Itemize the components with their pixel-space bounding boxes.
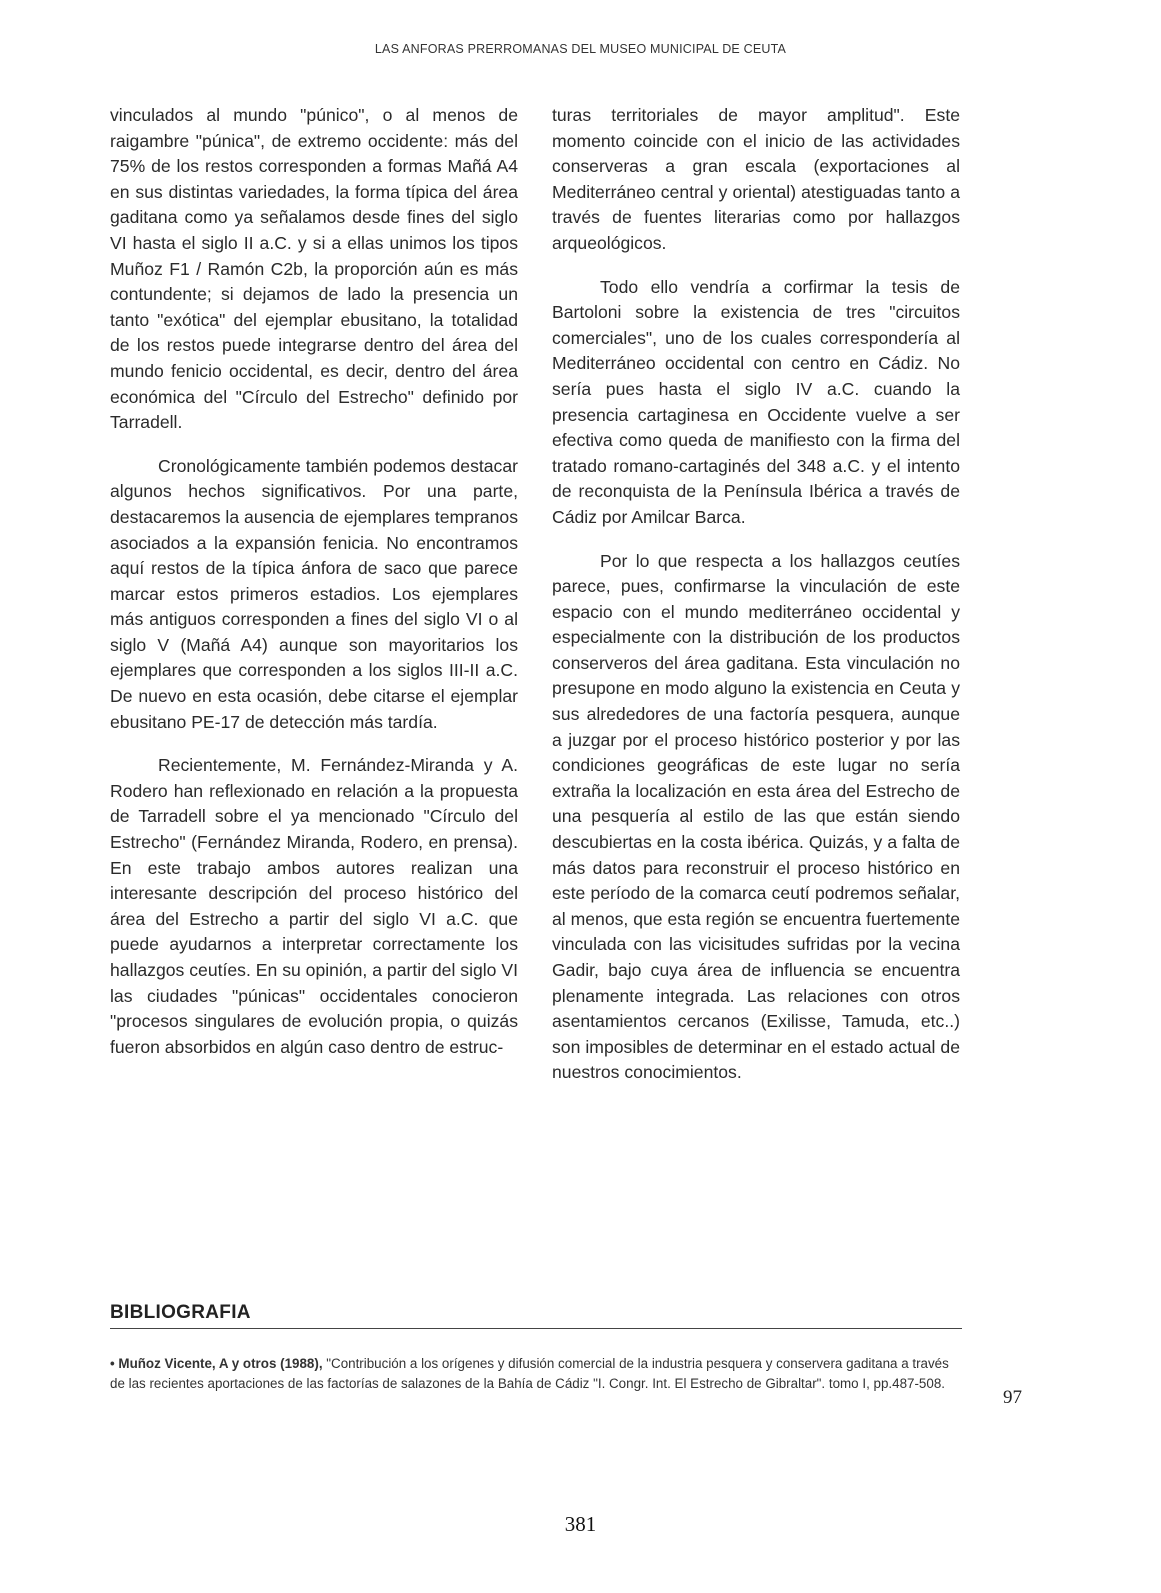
bibliography-heading: BIBLIOGRAFIA (110, 1302, 251, 1323)
bibliography-divider (110, 1328, 962, 1329)
bibliography-entry-author: • Muñoz Vicente, A y otros (1988), (110, 1356, 323, 1371)
running-header: LAS ANFORAS PRERROMANAS DEL MUSEO MUNICIPAL DE CEUTA (374, 42, 787, 56)
left-text-column (110, 103, 518, 1060)
paragraph: turas territoriales de mayor amplitud". Este momento coincide con el inicio de las actividades conserveras a gran escala (exportaciones al Mediterráneo central y oriental) atestiguadas tanto a través de fuentes literarias como por hallazgos arqueológicos. (552, 105, 960, 253)
side-page-number: 97 (1003, 1387, 1022, 1408)
right-text-column (552, 103, 960, 1086)
bibliography-entry-text: "Contribución a los orígenes y difusión comercial de la industria pesquera y conservera gaditana a través de las recientes aportaciones de las factorías de salazones de la Bahía de Cádiz "I. Congr. Int. El Estrecho de Gibraltar". tomo I, pp.487-508. (110, 1356, 949, 1391)
paragraph: Por lo que respecta a los hallazgos ceutíes parece, pues, confirmarse la vinculación de este espacio con el mundo mediterráneo occidental y especialmente con la distribución de los productos conserveros del área gaditana. Esta vinculación no presupone en modo alguno la existencia en Ceuta y sus alrededores de una factoría pesquera, aunque a juzgar por el proceso histórico posterior y por las condiciones geográficas de este lugar no sería extraña la localización en esta área del Estrecho de una pesquería al estilo de las que están siendo descubiertas en la costa ibérica. Quizás, y a falta de más datos para reconstruir el proceso histórico en este período de la comarca ceutí podremos señalar, al menos, que esta región se encuentra fuertemente vinculada con las vicisitudes sufridas por la vecina Gadir, bajo cuya área de influencia se encuentra plenamente integrada. Las relaciones con otros asentamientos cercanos (Exilisse, Tamuda, etc..) son imposibles de determinar en el estado actual de nuestros conocimientos. (552, 550, 960, 1083)
paragraph: Cronológicamente también podemos destacar algunos hechos significativos. Por una parte, destacaremos la ausencia de ejemplares tempranos asociados a la expansión fenicia. No encontramos aquí restos de la típica ánfora de saco que parece marcar estos primeros estadios. Los ejemplares más antiguos corresponden a fines del siglo VI o al siglo V (Mañá A4) aunque son mayoritarios los ejemplares que corresponden a los siglos III-II a.C. De nuevo en esta ocasión, debe citarse el ejemplar ebusitano PE-17 de detección más tardía. (110, 455, 518, 732)
paragraph: vinculados al mundo "púnico", o al menos de raigambre "púnica", de extremo occidente: más del 75% de los restos corresponden a formas Mañá A4 en sus distintas variedades, la forma típica del área gaditana como ya señalamos desde fines del siglo VI hasta el siglo II a.C. y si a ellas unimos los tipos Muñoz F1 / Ramón C2b, la proporción aún es más contundente; si dejamos de lado la presencia un tanto "exótica" del ejemplar ebusitano, la totalidad de los restos puede integrarse dentro del área del mundo fenicio occidental, es decir, dentro del área económica del "Círculo del Estrecho" definido por Tarradell. (110, 105, 518, 433)
page-number: 381 (564, 1512, 597, 1536)
bibliography-entry (110, 1354, 962, 1394)
paragraph: Recientemente, M. Fernández-Miranda y A. Rodero han reflexionado en relación a la propuesta de Tarradell sobre el ya mencionado "Círculo del Estrecho" (Fernández Miranda, Rodero, en prensa). En este trabajo ambos autores realizan una interesante descripción del proceso histórico del área del Estrecho a partir del siglo VI a.C. que puede ayudarnos a interpretar correctamente los hallazgos ceutíes. En su opinión, a partir del siglo VI las ciudades "púnicas" occidentales conocieron "procesos singulares de evolución propia, o quizás fueron absorbidos en algún caso dentro de estruc- (110, 755, 518, 1057)
paragraph: Todo ello vendría a corfirmar la tesis de Bartoloni sobre la existencia de tres "circuitos comerciales", uno de los cuales correspondería al Mediterráneo occidental con centro en Cádiz. No sería pues hasta el siglo IV a.C. cuando la presencia cartaginesa en Occidente vuelve a ser efectiva como queda de manifiesto con la firma del tratado romano-cartaginés del 348 a.C. y el intento de reconquista de la Península Ibérica a través de Cádiz por Amilcar Barca. (552, 276, 960, 527)
